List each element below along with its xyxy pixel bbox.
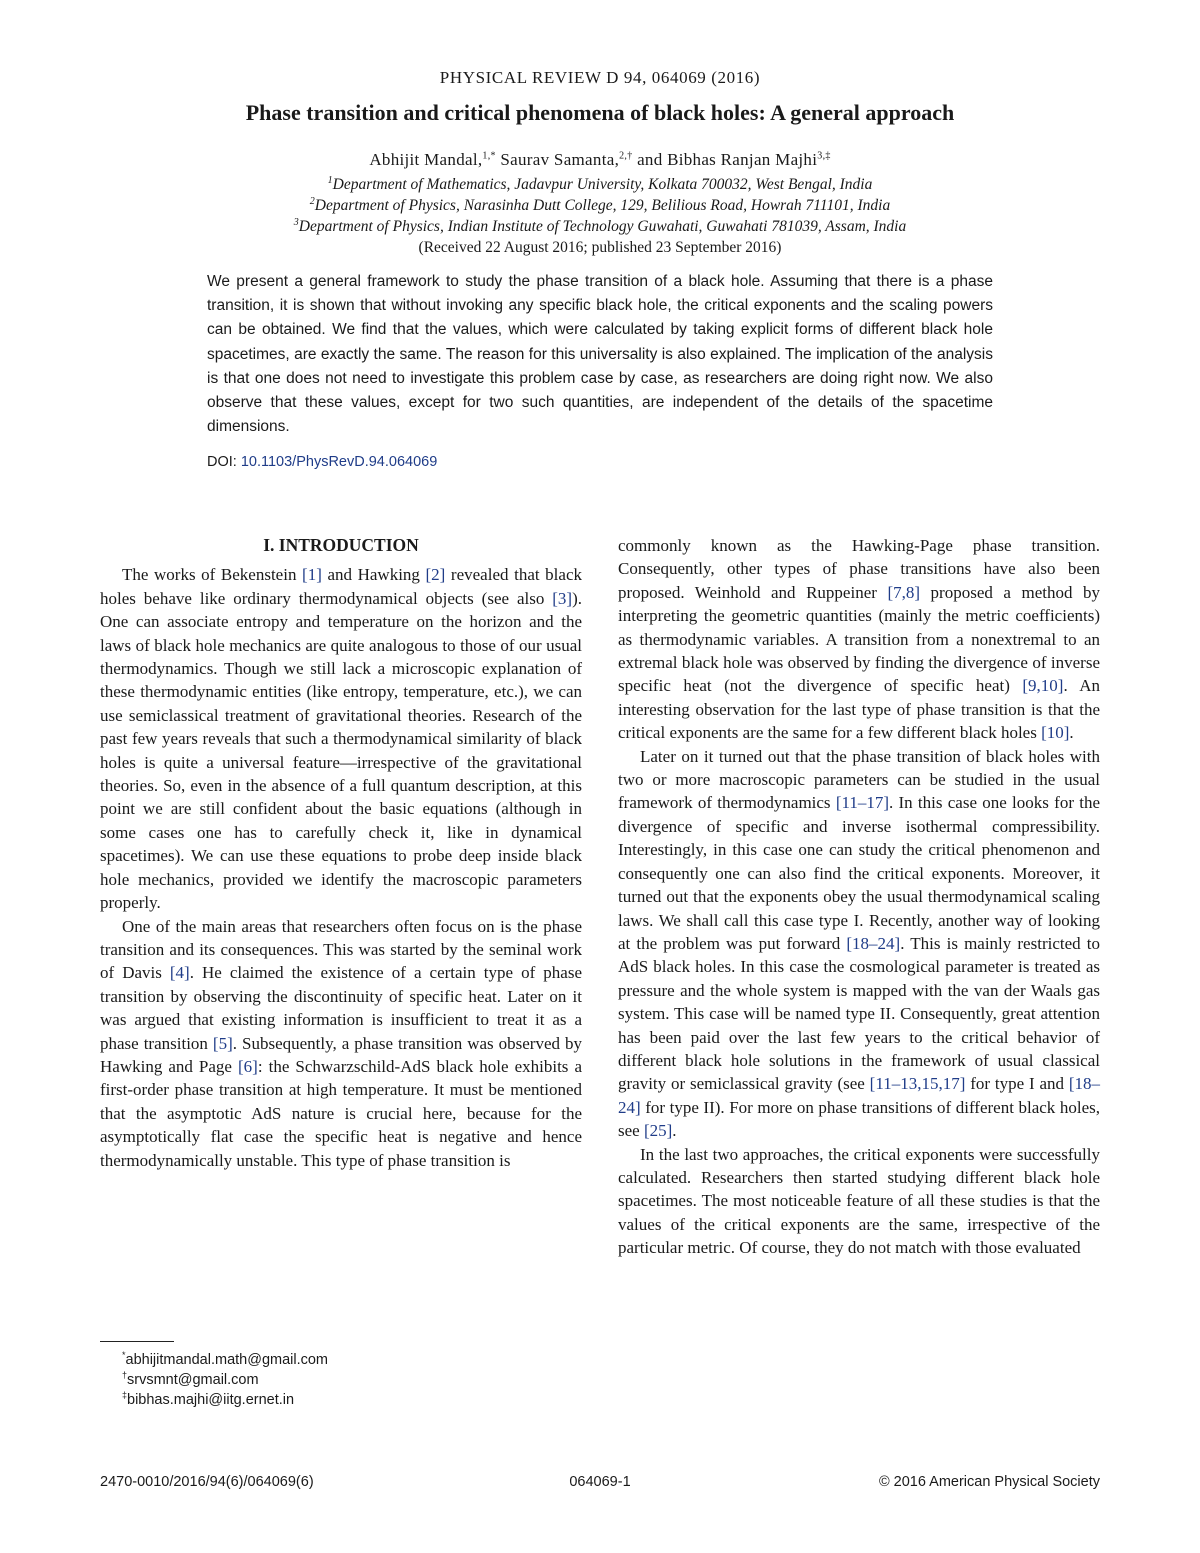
affiliation-mark: 3 xyxy=(293,216,299,228)
right-column xyxy=(618,534,1100,1260)
text-run: . He claimed the existence of a certain type of phase transition by observing the discontinuity of specific heat. Later on it was argued that existing information is insufficient to treat it as a phase transition xyxy=(100,963,582,1053)
paragraph xyxy=(618,534,1100,745)
text-run: ). One can associate entropy and temperature on the horizon and the laws of black hole mechanics are quite analogous to those of our usual thermodynamics. Though we still lack a microscopic explanation of these thermodynamic entities (like entropy, temperature, etc.), we can use semiclassical treatment of gravitational theories. Research of the past few years reveals that such a thermodynamical similarity of black holes is quite a universal feature—irrespective of the gravitational theories. So, even in the absence of a full quantum description, at this point we are still confident about the basic equations (although in some cases one has to carefully check it, like in dynamical spacetimes). We can use these equations to probe deep inside black hole mechanics, provided we identify the macroscopic parameters properly. xyxy=(100,588,582,913)
text-run: Later on it turned out that the phase transition of black holes with two or more macroscopic parameters can be studied in the usual framework of thermodynamics xyxy=(618,746,1100,813)
affiliation-mark: 1 xyxy=(327,174,333,186)
citation-link[interactable]: [1] xyxy=(302,565,322,585)
affiliation xyxy=(0,197,1200,215)
citation-link[interactable]: [4] xyxy=(169,963,190,983)
text-run: . An interesting observation for the last type of phase transition is that the critical exponents are the same for a few different black holes xyxy=(618,676,1100,743)
affiliation-mark: 2 xyxy=(309,195,315,207)
author-name: Saurav Samanta, xyxy=(495,150,620,169)
citation-link[interactable]: [2] xyxy=(425,565,446,585)
affiliation xyxy=(0,218,1200,236)
author-list xyxy=(0,150,1200,170)
citation-link[interactable]: [9,10] xyxy=(1022,676,1064,696)
affiliation-text: Department of Physics, Indian Institute of Technology Guwahati, Guwahati 781039, Assam, India xyxy=(298,218,907,235)
received-date: (Received 22 August 2016; published 23 September 2016) xyxy=(418,239,782,256)
affiliation-text: Department of Mathematics, Jadavpur University, Kolkata 700032, West Bengal, India xyxy=(332,176,873,193)
author-mark: 2,† xyxy=(619,150,633,162)
footnote xyxy=(122,1390,328,1410)
paragraph xyxy=(618,745,1100,1143)
footnote-mark: † xyxy=(122,1370,128,1381)
footnote-divider xyxy=(100,1341,174,1342)
citation-link[interactable]: [10] xyxy=(1041,723,1070,743)
citation-link[interactable]: [11–13,15,17] xyxy=(869,1074,966,1094)
citation-link[interactable]: [25] xyxy=(643,1121,673,1141)
paragraph xyxy=(618,1143,1100,1260)
author-mark: 1,* xyxy=(482,150,496,162)
footer-copyright: © 2016 American Physical Society xyxy=(878,1474,1100,1490)
paper-title: Phase transition and critical phenomena of black holes: A general approach xyxy=(245,100,955,125)
text-run: . xyxy=(672,1121,677,1141)
text-run: One of the main areas that researchers often focus on is the phase transition and its consequences. This was started by the seminal work of Davis xyxy=(100,916,582,983)
journal-header: PHYSICAL REVIEW D 94, 064069 (2016) xyxy=(439,68,761,87)
citation-link[interactable]: [7,8] xyxy=(887,582,921,602)
footnotes xyxy=(122,1350,328,1410)
text-run: proposed a method by interpreting the geometric quantities (mainly the metric coefficients) as thermodynamic variables. A transition from a nonextremal to an extremal black hole was observed by finding the divergence of inverse specific heat (not the divergence of specific heat) xyxy=(618,582,1100,696)
citation-link[interactable]: [11–17] xyxy=(835,793,890,813)
footnote-email[interactable]: bibhas.majhi@iitg.ernet.in xyxy=(127,1392,295,1408)
text-run: and Hawking xyxy=(321,565,426,585)
section-heading: I. INTRODUCTION xyxy=(263,535,419,555)
left-column xyxy=(100,534,582,1172)
doi-label: DOI: xyxy=(207,454,237,470)
paragraph xyxy=(100,563,582,914)
text-run: The works of Bekenstein xyxy=(122,565,303,585)
author-mark: 3,‡ xyxy=(817,150,831,162)
doi-link[interactable]: 10.1103/PhysRevD.94.064069 xyxy=(240,454,438,470)
citation-link[interactable]: [18–24] xyxy=(846,933,901,953)
footnote-email[interactable]: abhijitmandal.math@gmail.com xyxy=(125,1352,329,1368)
text-run: . In this case one looks for the divergence of specific and inverse isothermal compressibility. Interestingly, in this case one can study the critical phenomenon and consequently one can also find the critical exponents. Moreover, it turned out that the exponents obey the usual thermodynamical scaling laws. We shall call this case type I. Recently, another way of looking at the problem was put forward xyxy=(618,793,1100,953)
footnote xyxy=(122,1370,328,1390)
abstract: We present a general framework to study the phase transition of a black hole. Assuming that there is a phase transition, it is shown that without invoking any specific black hole, the critical exponents and the scaling powers can be obtained. We find that the values, which were calculated by taking explicit forms of different black hole spacetimes, are exactly the same. The reason for this universality is also explained. The implication of the analysis is that one does not need to investigate this problem case by case, as researchers are doing right now. We also observe that these values, except for two such quantities, are independent of the details of the spacetime dimensions. xyxy=(207,273,993,436)
author-name: and Bibhas Ranjan Majhi xyxy=(632,150,818,169)
text-run: revealed that black holes behave like ordinary thermodynamical objects (see also xyxy=(100,565,582,608)
text-run: for type I and xyxy=(965,1074,1069,1094)
text-run: . xyxy=(1069,723,1074,743)
text-run: . Subsequently, a phase transition was observed by Hawking and Page xyxy=(100,1033,583,1076)
text-run: commonly known as the Hawking-Page phase transition. Consequently, other types of phase transitions have also been proposed. Weinhold and Ruppeiner xyxy=(618,536,1100,602)
footer-issn: 2470-0010/2016/94(6)/064069(6) xyxy=(100,1474,314,1490)
citation-link[interactable]: [6] xyxy=(238,1056,258,1076)
text-run: for type II). For more on phase transitions of different black holes, see xyxy=(618,1097,1100,1141)
doi-line xyxy=(207,454,437,470)
footnote-mark: ‡ xyxy=(122,1390,128,1401)
text-run: . This is mainly restricted to AdS black holes. In this case the cosmological parameter is treated as pressure and the whole system is mapped with the van der Waals gas system. This case will be named type II. Consequently, great attention has been paid over the last few years to the critical behavior of different black hole solutions in the framework of usual classical gravity or semiclassical gravity (see xyxy=(618,933,1100,1094)
footnote xyxy=(122,1350,328,1370)
citation-link[interactable]: [18–24] xyxy=(618,1074,1100,1117)
affiliation-text: Department of Physics, Narasinha Dutt College, 129, Belilious Road, Howrah 711101, India xyxy=(314,197,891,214)
footnote-email[interactable]: srvsmnt@gmail.com xyxy=(127,1372,259,1388)
paragraph xyxy=(100,915,582,1172)
author-name: Abhijit Mandal, xyxy=(369,150,483,169)
text-run: : the Schwarzschild-AdS black hole exhibits a first-order phase transition at high temperature. It must be mentioned that the asymptotic AdS nature is crucial here, because for the asymptotically flat case the specific heat is negative and hence thermodynamically unstable. This type of phase transition is xyxy=(100,1056,582,1170)
citation-link[interactable]: [5] xyxy=(212,1033,233,1053)
affiliation xyxy=(0,176,1200,194)
footnote-mark: * xyxy=(122,1350,126,1361)
citation-link[interactable]: [3] xyxy=(552,588,573,608)
text-run: In the last two approaches, the critical exponents were successfully calculated. Researchers then started studying different black hole spacetimes. The most noticeable feature of all these studies is that the values of the critical exponents are the same, irrespective of the particular metric. Of course, they do not match with those evaluated xyxy=(618,1144,1100,1258)
footer-page-number: 064069-1 xyxy=(569,1474,631,1490)
